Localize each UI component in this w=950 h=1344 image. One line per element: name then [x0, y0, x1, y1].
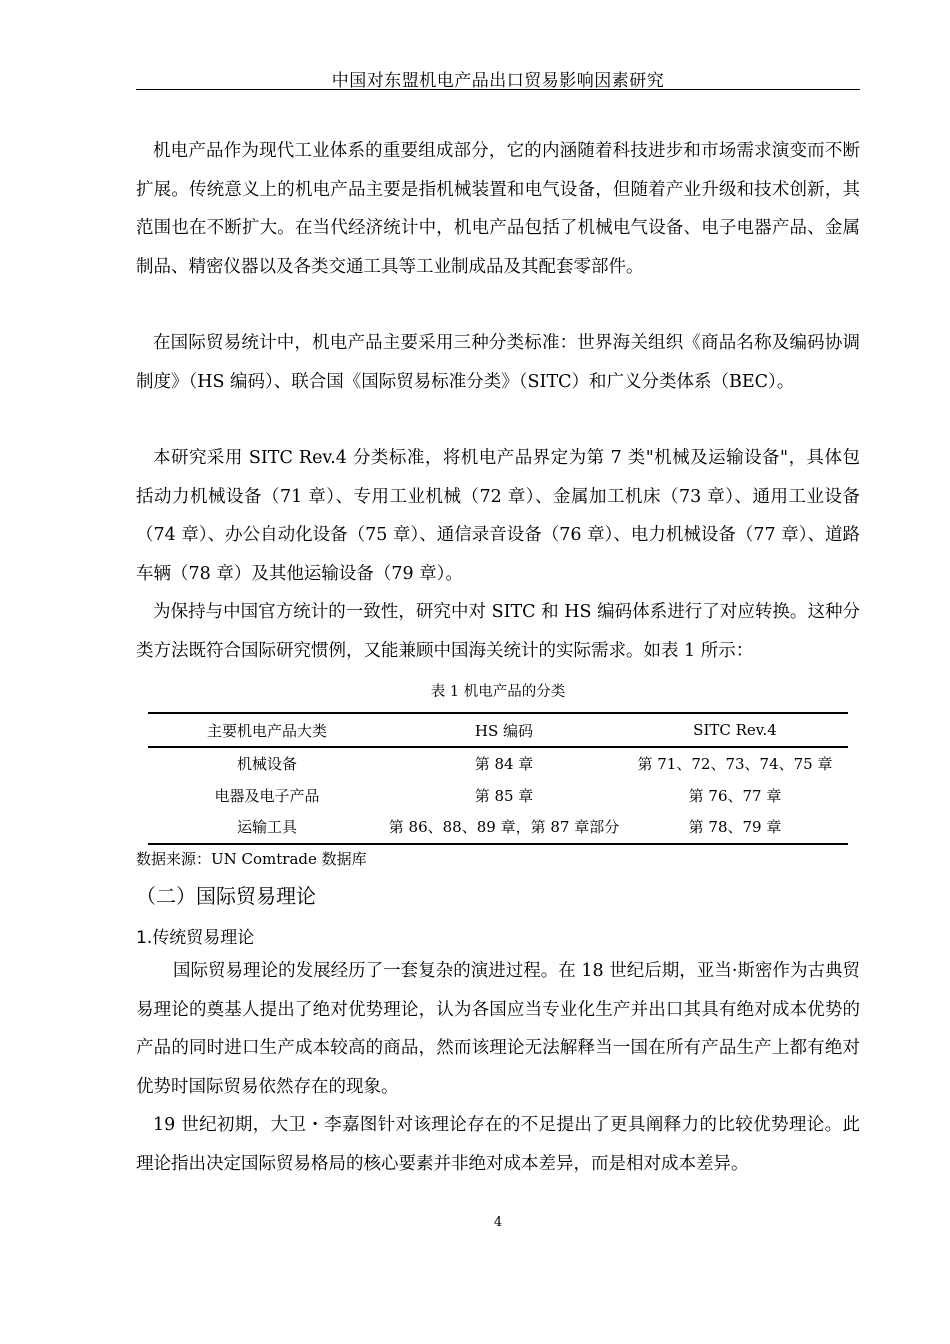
- table-cell: 运输工具: [236, 818, 297, 837]
- table-header-row: [148, 713, 848, 747]
- header-rule: [136, 89, 860, 90]
- paragraph-absolute-advantage: 国际贸易理论的发展经历了一套复杂的演进过程。在 18 世纪后期，亚当·斯密作为古典贸易理论的奠基人提出了绝对优势理论，认为各国应当专业化生产并出口其具有绝对成本优势的产品的同时进口生产成本较高的商品，然而该理论无法解释当一国在所有产品生产上都有绝对优势时国际贸易依然存在的现象。: [136, 961, 860, 1097]
- table-cell: 第 85 章: [474, 786, 534, 805]
- column-header-category: 主要机电产品大类: [206, 721, 327, 740]
- table-row: [148, 747, 848, 780]
- paragraph-definition: 机电产品作为现代工业体系的重要组成部分，它的内涵随着科技进步和市场需求演变而不断扩展。传统意义上的机电产品主要是指机械装置和电气设备，但随着产业升级和技术创新，其范围也在不断扩大。在当代经济统计中，机电产品包括了机械电气设备、电子电器产品、金属制品、精密仪器以及各类交通工具等工业制成品及其配套零部件。: [136, 141, 860, 277]
- page-number: 4: [493, 1215, 503, 1230]
- table-cell: 机械设备: [236, 755, 297, 774]
- column-header-hs: HS 编码: [474, 721, 534, 740]
- table-row: [148, 811, 848, 844]
- column-header-sitc: SITC Rev.4: [693, 721, 777, 739]
- running-header: 中国对东盟机电产品出口贸易影响因素研究: [331, 71, 665, 91]
- classification-table: [148, 712, 848, 845]
- section-heading: （二）国际贸易理论: [136, 884, 316, 908]
- table-cell: 第 86、88、89 章，第 87 章部分: [388, 818, 620, 837]
- table-cell: 第 76、77 章: [688, 786, 782, 805]
- table-cell: 电器及电子产品: [214, 786, 320, 805]
- table-caption: 表 1 机电产品的分类: [430, 684, 566, 700]
- table-row: [148, 780, 848, 812]
- table-cell: 第 78、79 章: [688, 818, 782, 837]
- table-cell: 第 71、72、73、74、75 章: [637, 755, 833, 774]
- paragraph-sitc-scope: 本研究采用 SITC Rev.4 分类标准，将机电产品界定为第 7 类"机械及运输设备"，具体包括动力机械设备（71 章）、专用工业机械（72 章）、金属加工机床（73 章）、通用工业设备（74 章）、办公自动化设备（75 章）、通信录音设备（76 章）、电力机械设备（77 章）、道路车辆（78 章）及其他运输设备（79 章）。: [136, 448, 860, 584]
- table-cell: 第 84 章: [474, 755, 534, 774]
- subsection-heading: 1.传统贸易理论: [136, 928, 255, 948]
- paragraph-conversion: 为保持与中国官方统计的一致性，研究中对 SITC 和 HS 编码体系进行了对应转换。这种分类方法既符合国际研究惯例，又能兼顾中国海关统计的实际需求。如表 1 所示：: [136, 602, 860, 661]
- table-source-note: 数据来源：UN Comtrade 数据库: [136, 850, 367, 868]
- paragraph-classification-standards: 在国际贸易统计中，机电产品主要采用三种分类标准：世界海关组织《商品名称及编码协调制度》（HS 编码）、联合国《国际贸易标准分类》（SITC）和广义分类体系（BEC）。: [136, 333, 860, 392]
- paragraph-comparative-advantage: 19 世纪初期，大卫・李嘉图针对该理论存在的不足提出了更具阐释力的比较优势理论。此理论指出决定国际贸易格局的核心要素并非绝对成本差异，而是相对成本差异。: [136, 1115, 860, 1174]
